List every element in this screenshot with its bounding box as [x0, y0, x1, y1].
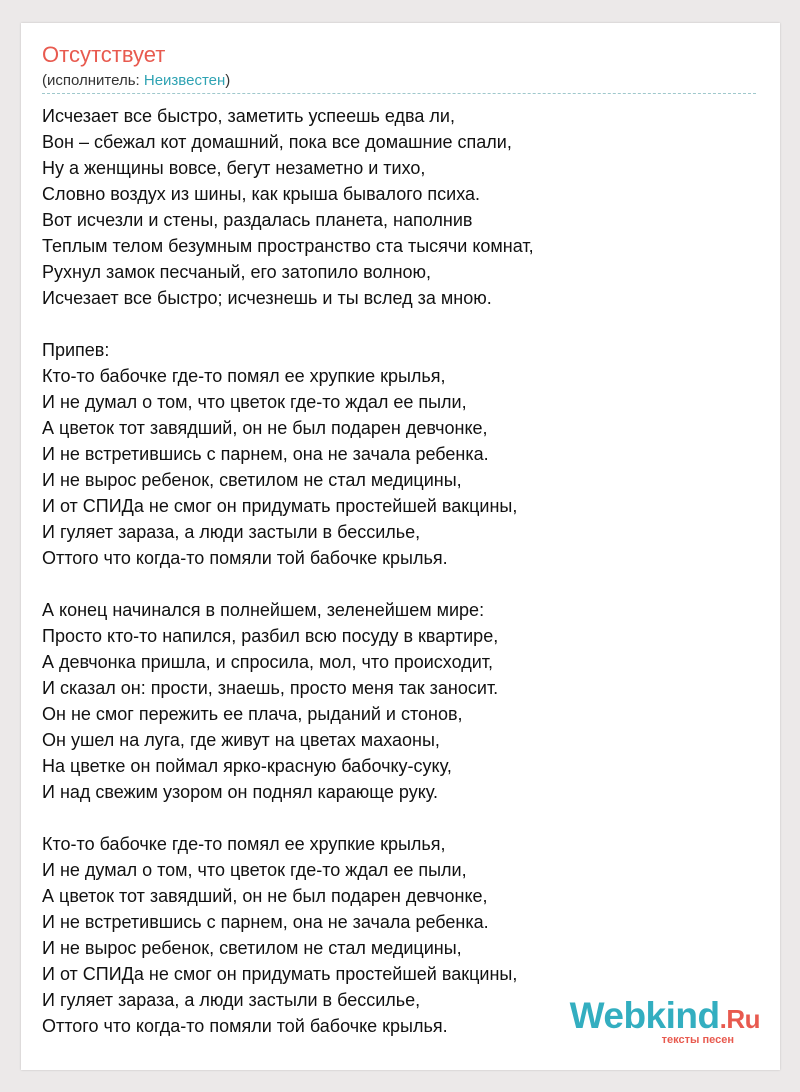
lyric-line: Кто-то бабочке где-то помял ее хрупкие крылья, — [42, 834, 446, 854]
title-divider — [42, 93, 756, 94]
artist-link[interactable]: Неизвестен — [143, 72, 226, 89]
lyrics-card — [21, 23, 780, 1070]
lyric-line: Оттого что когда-то помяли той бабочке крылья. — [42, 1016, 448, 1036]
lyric-line: Он ушел на луга, где живут на цветах махаоны, — [42, 730, 440, 750]
lyric-line: А цветок тот завядший, он не был подарен девчонке, — [42, 886, 488, 906]
lyric-line: Исчезает все быстро; исчезнешь и ты вслед за мною. — [42, 288, 492, 308]
lyric-line: А девчонка пришла, и спросила, мол, что происходит, — [42, 652, 494, 672]
lyric-line: Теплым телом безумным пространство ста тысячи комнат, — [42, 236, 534, 256]
artist-suffix: ) — [225, 72, 231, 89]
lyric-line: И не встретившись с парнем, она не зачала ребенка. — [42, 444, 489, 464]
artist-prefix: (исполнитель: — [42, 72, 144, 89]
lyric-line: И не встретившись с парнем, она не зачала ребенка. — [42, 912, 489, 932]
stanza-gap — [42, 311, 762, 337]
lyric-line: А конец начинался в полнейшем, зеленейшем мире: — [42, 600, 485, 620]
lyric-line: И от СПИДа не смог он придумать простейшей вакцины, — [42, 964, 518, 984]
lyric-line: И гуляет зараза, а люди застыли в бессилье, — [42, 990, 421, 1010]
lyric-line: Оттого что когда-то помяли той бабочке крылья. — [42, 548, 448, 568]
lyric-line: И не думал о том, что цветок где-то ждал ее пыли, — [42, 392, 467, 412]
lyrics-body — [42, 103, 762, 1039]
lyric-line: И сказал он: прости, знаешь, просто меня так заносит. — [42, 678, 499, 698]
lyric-line: Исчезает все быстро, заметить успеешь едва ли, — [42, 106, 455, 126]
lyric-line: Словно воздух из шины, как крыша бывалого психа. — [42, 184, 481, 204]
stanza-gap — [42, 805, 762, 831]
lyric-line: А цветок тот завядший, он не был подарен девчонке, — [42, 418, 488, 438]
stanza-gap — [42, 571, 762, 597]
lyric-line: И от СПИДа не смог он придумать простейшей вакцины, — [42, 496, 518, 516]
lyric-line: Вон – сбежал кот домашний, пока все домашние спали, — [42, 132, 512, 152]
lyric-line: Он не смог пережить ее плача, рыданий и стонов, — [42, 704, 463, 724]
watermark-tagline: тексты песен — [661, 1034, 734, 1046]
lyric-line: И не думал о том, что цветок где-то ждал ее пыли, — [42, 860, 467, 880]
watermark-tld: .Ru — [719, 1004, 760, 1034]
lyric-line: Припев: — [42, 340, 110, 360]
artist-line — [42, 72, 230, 90]
lyric-line: Рухнул замок песчаный, его затопило волною, — [42, 262, 432, 282]
lyric-line: И над свежим узором он поднял карающе руку. — [42, 782, 439, 802]
lyric-line: И не вырос ребенок, светилом не стал медицины, — [42, 470, 462, 490]
lyric-line: Ну а женщины вовсе, бегут незаметно и тихо, — [42, 158, 426, 178]
song-title: Отсутствует — [42, 42, 166, 67]
lyric-line: Вот исчезли и стены, раздалась планета, наполнив — [42, 210, 473, 230]
watermark-logo-text: Webkind — [569, 995, 720, 1036]
lyric-line: И гуляет зараза, а люди застыли в бессилье, — [42, 522, 421, 542]
lyric-line: Кто-то бабочке где-то помял ее хрупкие крылья, — [42, 366, 446, 386]
lyric-line: На цветке он поймал ярко-красную бабочку-суку, — [42, 756, 452, 776]
lyric-line: И не вырос ребенок, светилом не стал медицины, — [42, 938, 462, 958]
lyric-line: Просто кто-то напился, разбил всю посуду в квартире, — [42, 626, 499, 646]
